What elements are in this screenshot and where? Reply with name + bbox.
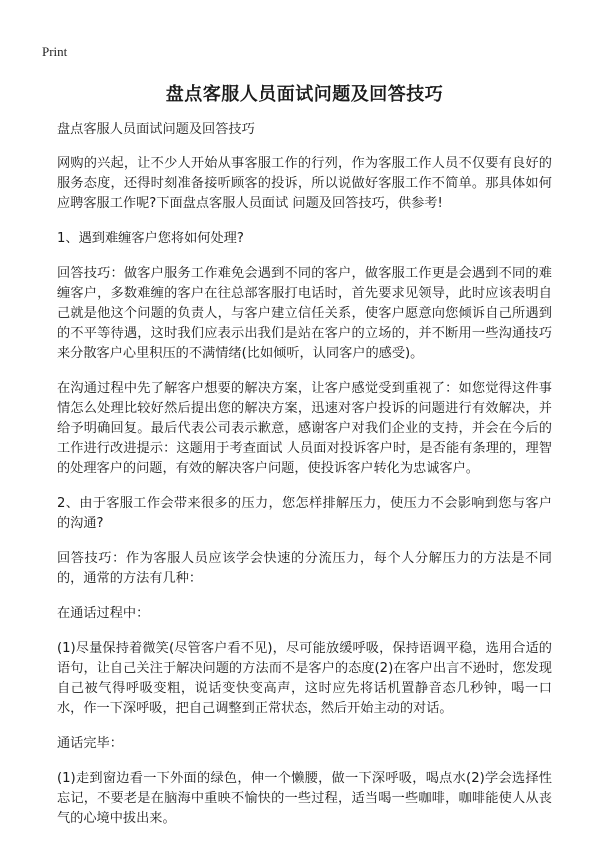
section-heading-after-call: 通话完毕：	[57, 736, 123, 751]
answer-1-paragraph-2: 在沟通过程中先了解客户想要的解决方案，让客户感觉受到重视了：如您觉得这件事情怎么处理比较好然后提出您的解决方案，迅速对客户投诉的问题进行有效解决，并给予明确回复。最后代表公司表示歉意，感谢客户对我们企业的支持，并会在今后的工作进行改进提示：这题用于考查面试 人员面对投诉客户时，是否能有条理的，理智的处理客户的问题，有效的解决客户问题，使投诉客户转化为忠诚客户。	[57, 381, 552, 476]
question-1: 1、遇到难缠客户您将如何处理?	[57, 231, 244, 246]
intro-paragraph: 网购的兴起，让不少人开始从事客服工作的行列，作为客服工作人员不仅要有良好的服务态度，还得时刻准备接听顾客的投诉，所以说做好客服工作不简单。那具体如何应聘客服工作呢?下面盘点客服人员面试 问题及回答技巧，供参考!	[57, 156, 552, 211]
print-label: Print	[42, 44, 68, 59]
after-call-tips: (1)走到窗边看一下外面的绿色，伸一个懒腰，做一下深呼吸，喝点水(2)学会选择性忘记，不要老是在脑海中重映不愉快的一些过程，适当喝一些咖啡，咖啡能使人从丧气的心境中拔出来。	[57, 771, 552, 826]
answer-2-intro: 回答技巧：作为客服人员应该学会快速的分流压力，每个人分解压力的方法是不同的，通常的方法有几种：	[57, 551, 552, 586]
page-title: 盘点客服人员面试问题及回答技巧	[165, 84, 444, 105]
document-body	[57, 80, 552, 844]
answer-1-paragraph-1: 回答技巧：做客户服务工作难免会遇到不同的客户，做客服工作更是会遇到不同的难缠客户，多数难缠的客户在往总部客服打电话时，首先要求见领导，此时应该表明自己就是他这个问题的负责人，与客户建立信任关系，使客户愿意向您倾诉自己所遇到的不平等待遇，这时我们应表示出我们是站在客户的立场的，并不断用一些沟通技巧来分散客户心里积压的不满情绪(比如倾听，认同客户的感受)。	[57, 266, 552, 361]
subtitle: 盘点客服人员面试问题及回答技巧	[57, 122, 255, 137]
section-heading-during-call: 在通话过程中：	[57, 606, 150, 621]
question-2: 2、由于客服工作会带来很多的压力，您怎样排解压力，使压力不会影响到您与客户的沟通?	[57, 496, 552, 531]
during-call-tips: (1)尽量保持着微笑(尽管客户看不见)，尽可能放缓呼吸，保持语调平稳，选用合适的语句，让自己关注于解决问题的方法而不是客户的态度(2)在客户出言不逊时，您发现自己被气得呼吸变粗，说话变快变高声，这时应先将话机置静音态几秒钟，喝一口水，作一下深呼吸，把自己调整到正常状态，然后开始主动的对话。	[57, 641, 552, 716]
